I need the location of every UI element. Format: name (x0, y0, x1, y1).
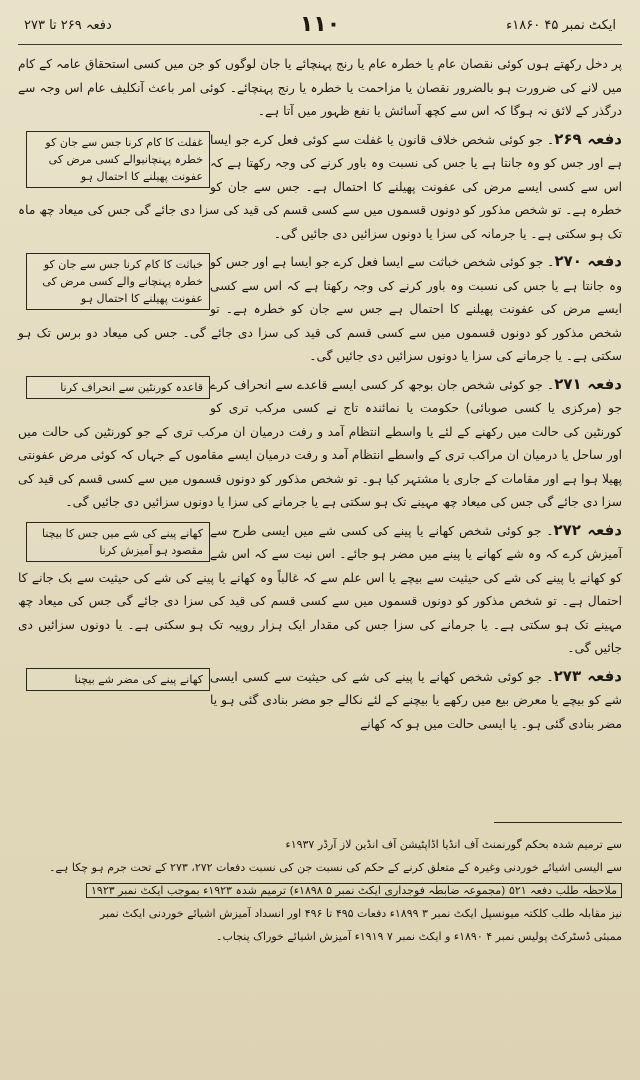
paragraph-text: ۔ جو کوئی شخص خلاف قانون یا غفلت سے کوئی فعل کرے جو ایسا ہے اور جس کو وہ جانتا ہے یا جس کی نسبت وہ باور کرنے کی وجہ رکھتا ہے کہ اس سے کسی ایسے مرض کی عفونت پھیلنے کا احتمال ہے۔ جس سے جان کو خطرہ ہے۔ تو شخص مذکور کو دونوں قسموں میں سے کسی قسم کی قید کی سزا دی جائے گی جس کی میعاد چھ ماہ تک ہو سکتی ہے۔ یا جرمانہ کی سزا یا دونوں سزائیں دی جائیں گی۔ (18, 132, 622, 241)
paragraph-text: ۔ جو کوئی شخص کھانے یا پینے کی کسی شے میں ایسی طرح سے آمیزش کرے کہ وہ شے کھانے یا پینے میں مضر ہو جائے۔ اس نیت سے کہ اس شے کو کھانے یا پینے کی شے کی حیثیت سے بیچے یا اس علم سے کہ غالباً وہ کھانے یا پینے کی شے کی حیثیت سے بک جانے کا احتمال ہے۔ تو شخص مذکور کو دونوں قسموں میں سے کسی قسم کی قید کی سزا دی جائے گی جس کی میعاد چھ مہینے تک ہو سکتی ہے۔ یا جرمانے کی سزا جس کی مقدار ایک ہزار روپیہ تک ہو سکتی ہے۔ یا دونوں سزائیں دی جائیں گی۔ (18, 523, 622, 655)
marginal-note: غفلت کا کام کرنا جس سے جان کو خطرہ پہنچانیوالے کسی مرض کی عفونت پھیلنے کا احتمال ہو (26, 131, 210, 188)
header-section-range: دفعہ ۲۶۹ تا ۲۷۳ (24, 18, 112, 33)
section-273 (18, 665, 622, 737)
footnote-text: ملاحظہ طلب دفعہ ۵۲۱ (مجموعہ ضابطہ فوجداری ایکٹ نمبر ۵ ۱۸۹۸ء) ترمیم شدہ ۱۹۲۳ء بموجب ایکٹ نمبر ۱۹۲۳ (86, 883, 622, 898)
section-271 (18, 373, 622, 515)
section-269 (18, 128, 622, 247)
spacer (18, 736, 622, 822)
marginal-note: خباثت کا کام کرنا جس سے جان کو خطرہ پہنچانے والے کسی مرض کی عفونت پھیلنے کا احتمال ہو (26, 253, 210, 310)
section-272 (18, 519, 622, 661)
footnote: نیز مقابلہ طلب کلکتہ میونسپل ایکٹ نمبر ۳ ۱۸۹۹ء دفعات ۴۹۵ تا ۴۹۶ اور انسداد آمیزش اشیائے خوردنی ایکٹ نمبر (99, 907, 622, 920)
page-number: ۱۱۰ (299, 12, 341, 37)
section-heading: دفعہ ۲۷۳ (553, 666, 622, 685)
paragraph-text: ۔ جو کوئی شخص خباثت سے ایسا فعل کرے جو ایسا ہے اور جس کو وہ جانتا ہے یا جس کی نسبت وہ باور کرنے کی وجہ رکھتا ہے کہ اس سے کسی ایسے مرض کی عفونت پھیلنے کا احتمال ہے جس سے جان کو خطرہ ہے۔ تو شخص مذکور کو دونوں قسموں میں سے کسی قسم کی قید کی سزا دی جائے گی۔ جس کی میعاد دو برس تک ہو سکتی ہے۔ یا جرمانے کی سزا یا دونوں سزائیں دی جائیں گی۔ (18, 255, 622, 363)
paragraph-text: ۔ جو کوئی شخص جان بوجھ کر کسی ایسے قاعدے سے انحراف کرے جو (مرکزی یا کسی صوبائی) حکومت یا نمائندہ تاج نے کسی مرکب تری کو کورنٹین کی حالت میں رکھنے کے لئے یا واسطے انتظام آمد و رفت درمیان ان مرکب تری کے جو کورنٹین کی حالت میں اور ساحل یا درمیان ان مراکب تری کے واسطے انتظام آمد و رفت درمیان ایسے مقاموں کے جہاں کہ کوئی مرض عفونتی پھیلا ہوا ہے اور مقامات کے جاری یا مشتہر کیا ہو۔ تو شخص مذکور کو دونوں قسموں میں سے کسی قسم کی قید کی سزا دی جائے گی جس کی میعاد چھ مہینے تک ہو سکتی ہے یا جرمانے کی سزا یا دونوں سزائیں دی جائیں گی۔ (18, 377, 622, 509)
paragraph-text: ۔ جو کوئی شخص کھانے یا پینے کی شے کی حیثیت سے کسی ایسی شے کو بیچے یا معرض بیع میں رکھے یا بیچنے کے لئے نکالے جو مضر بنادی گئی ہو یا مضر بنادی گئی ہو۔ یا ایسی حالت میں ہو کہ کھانے (210, 669, 622, 731)
footnote (18, 879, 622, 902)
marginal-note: کھانے پینے کی مضر شے بیچنا (26, 668, 210, 691)
paragraph-continuation (18, 53, 622, 124)
section-heading: دفعہ ۲۷۰ (554, 252, 623, 270)
footnotes (18, 833, 622, 948)
footnote-divider (494, 822, 622, 823)
footnote: سے الیسی اشیائے خوردنی وغیرہ کے متعلق کرنے کے حکم کی نسبت جن کی نسبت دفعات ۲۷۲، ۲۷۳ کے تحت جرم ہو چکا ہے۔ (49, 861, 622, 874)
page-header (18, 10, 622, 45)
paragraph-text: پر دخل رکھتے ہوں کوئی نقصان عام یا خطرہ عام یا رنج پہنچائے یا جان لوگوں کو جن میں کسی استحقاق عامہ کے کام میں لانے کی ضرورت ہو بالضرور نقصان یا مزاحمت یا خطرہ یا رنج پہنچائے۔ کوئی امر باعث آنکلیف عام اس وجہ سے درگذر کے لائق نہ ہوگا کہ اس سے کچھ آسائش یا نفع ظہور میں آتا ہے۔ (18, 57, 622, 118)
marginal-note: کھانے پینے کی شے میں جس کا بیچنا مقصود ہو آمیزش کرنا (26, 522, 210, 562)
marginal-note: قاعدہ کورنٹین سے انحراف کرنا (26, 376, 210, 399)
section-heading: دفعہ ۲۷۱ (554, 374, 623, 393)
footnote: سے ترمیم شدہ بحکم گورنمنٹ آف انڈیا اڈاپٹیشن آف انڈین لاز آرڈر ۱۹۳۷ء (285, 838, 622, 851)
section-heading: دفعہ ۲۶۹ (554, 129, 623, 148)
section-270 (18, 250, 622, 369)
page-body (18, 53, 622, 736)
header-act-title: ایکٹ نمبر ۴۵ ۱۸۶۰ء (506, 18, 616, 33)
footnote: ممبئی ڈسٹرکٹ پولیس نمبر ۴ ۱۸۹۰ء و ایکٹ نمبر ۷ ۱۹۱۹ء آمیزش اشیائے خوراک پنجاب۔ (216, 930, 622, 943)
section-heading: دفعہ ۲۷۲ (553, 520, 622, 539)
